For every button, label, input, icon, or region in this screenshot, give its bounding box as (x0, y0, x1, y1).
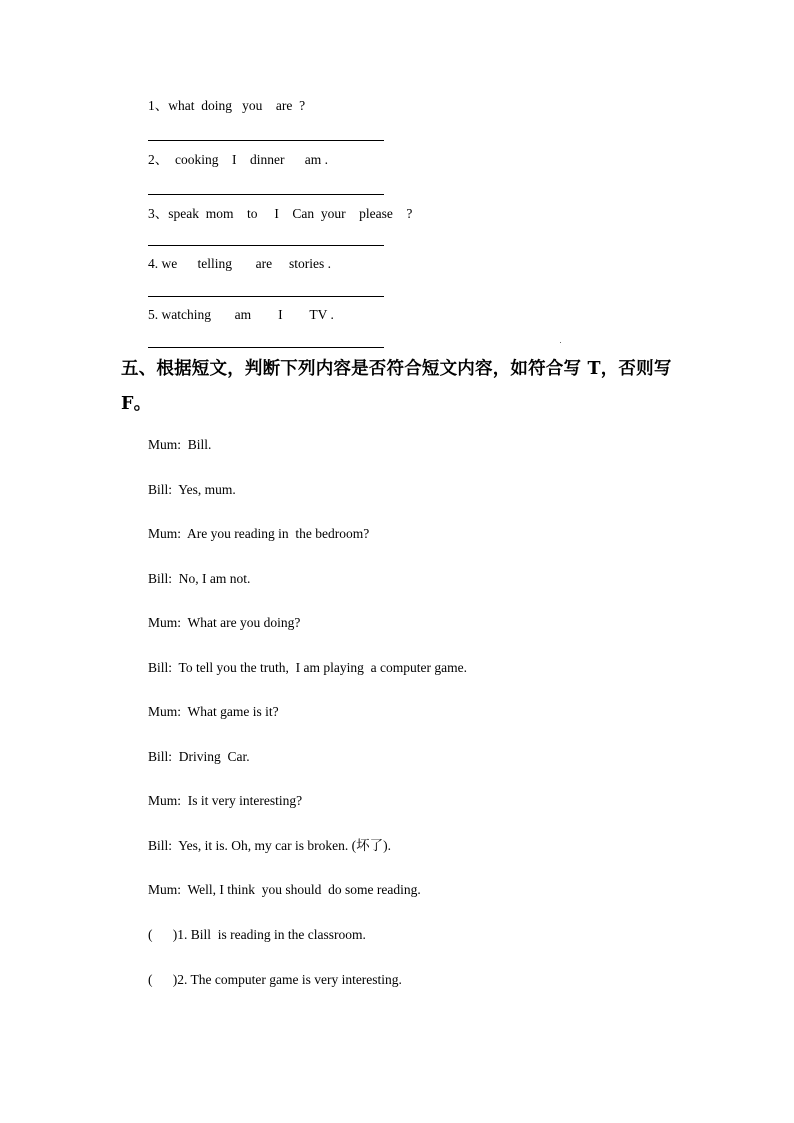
dialogue-line-5: Mum: What are you doing? (148, 615, 301, 630)
answer-line-4 (148, 296, 384, 297)
dialogue-line-9: Mum: Is it very interesting? (148, 793, 303, 808)
dialogue-line-7: Mum: What game is it? (148, 704, 279, 719)
tf-question-2: ( )2. The computer game is very interesting. (148, 972, 402, 987)
dialogue-line-11: Mum: Well, I think you should do some reading. (148, 882, 421, 897)
stray-dot (560, 342, 561, 343)
dialogue-line-8: Bill: Driving Car. (148, 749, 250, 764)
section-five-heading: 五、根据短文，判断下列内容是否符合短文内容，如符合写 T，否则写 F。 (121, 359, 672, 414)
tf-question-1: ( )1. Bill is reading in the classroom. (148, 927, 366, 942)
answer-line-1 (148, 140, 384, 141)
reorder-item-3: 3、speak mom to I Can your please ? (148, 206, 413, 221)
answer-line-3 (148, 245, 384, 246)
dialogue-line-1: Mum: Bill. (148, 437, 212, 452)
dialogue-line-2: Bill: Yes, mum. (148, 482, 236, 497)
answer-line-5 (148, 347, 384, 348)
reorder-item-4: 4. we telling are stories . (148, 256, 331, 271)
reorder-item-1: 1、what doing you are ? (148, 98, 306, 113)
dialogue-line-10: Bill: Yes, it is. Oh, my car is broken. (坏了). (148, 838, 391, 853)
dialogue-line-4: Bill: No, I am not. (148, 571, 251, 586)
reorder-item-5: 5. watching am I TV . (148, 307, 334, 322)
dialogue-line-6: Bill: To tell you the truth, I am playing a computer game. (148, 660, 467, 675)
answer-line-2 (148, 194, 384, 195)
dialogue-line-3: Mum: Are you reading in the bedroom? (148, 526, 370, 541)
reorder-item-2: 2、 cooking I dinner am . (148, 152, 328, 167)
